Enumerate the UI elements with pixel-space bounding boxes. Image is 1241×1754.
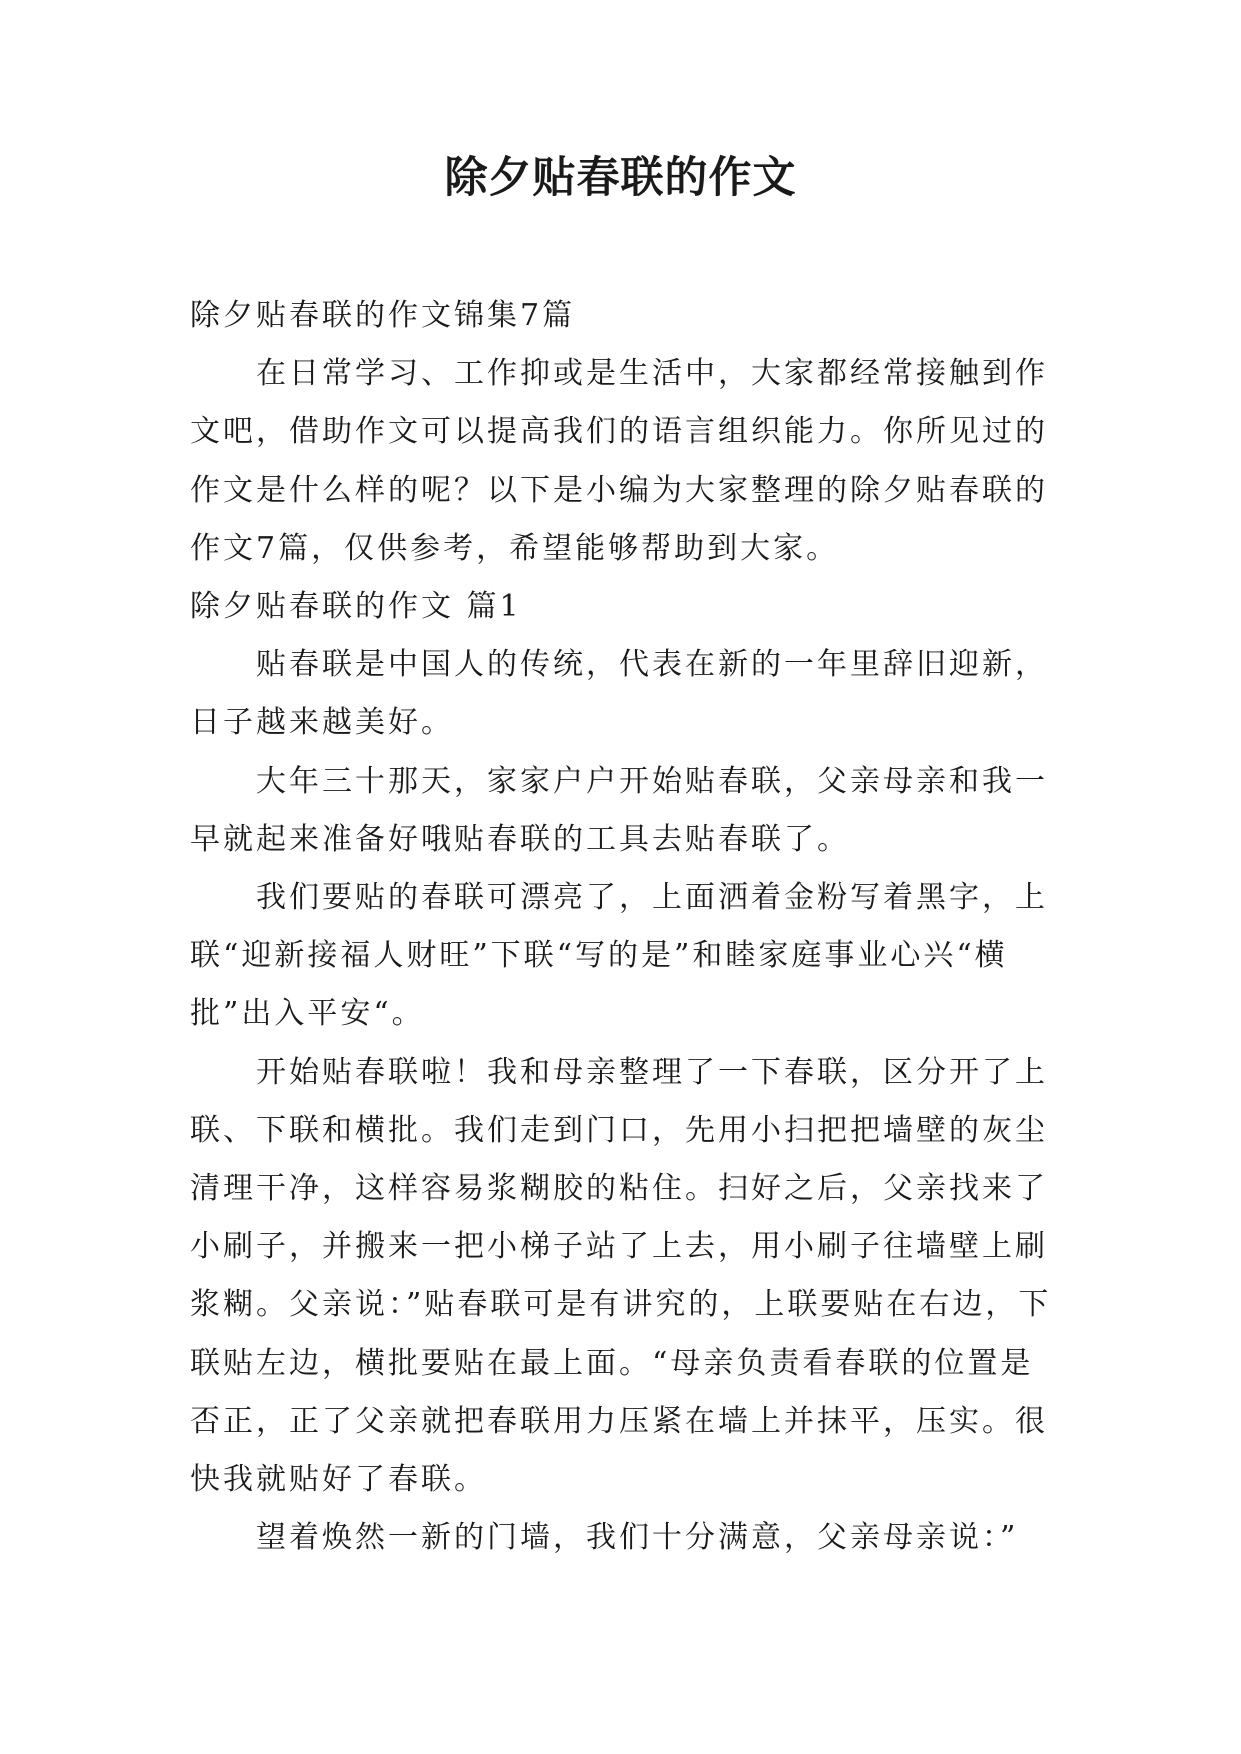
section-heading: 除夕贴春联的作文 篇1 [190,589,522,625]
intro-paragraph: 在日常学习、工作抑或是生活中，大家都经常接触到作文吧，借助作文可以提高我们的语言组织能力。你所见过的作文是什么样的呢？以下是小编为大家整理的除夕贴春联的作文7篇，仅供参考，希望能够帮助到大家。 [190,356,1048,566]
document-body [190,287,1060,1567]
body-paragraph: 我们要贴的春联可漂亮了，上面洒着金粉写着黑字，上联“迎新接福人财旺”下联“写的是”和睦家庭事业心兴“横批”出入平安“。 [190,880,1048,1032]
collection-subtitle: 除夕贴春联的作文锦集7篇 [190,298,576,333]
document-title: 除夕贴春联的作文 [444,153,797,203]
body-paragraph: 望着焕然一新的门墙，我们十分满意，父亲母亲说：” [256,1520,1019,1556]
body-paragraph: 开始贴春联啦！我和母亲整理了一下春联，区分开了上联、下联和横批。我们走到门口，先用小扫把把墙壁的灰尘清理干净，这样容易浆糊胶的粘住。扫好之后，父亲找来了小刷子，并搬来一把小梯子站了上去，用小刷子往墙壁上刷浆糊。父亲说：”贴春联可是有讲究的，上联要贴在右边，下联贴左边，横批要贴在最上面。“母亲负责看春联的位置是否正，正了父亲就把春联用力压紧在墙上并抹平，压实。很快我就贴好了春联。 [190,1054,1052,1498]
body-paragraph: 大年三十那天，家家户户开始贴春联，父亲母亲和我一早就起来准备好哦贴春联的工具去贴春联了。 [190,763,1048,857]
body-paragraph: 贴春联是中国人的传统，代表在新的一年里辞旧迎新，日子越来越美好。 [190,647,1048,741]
